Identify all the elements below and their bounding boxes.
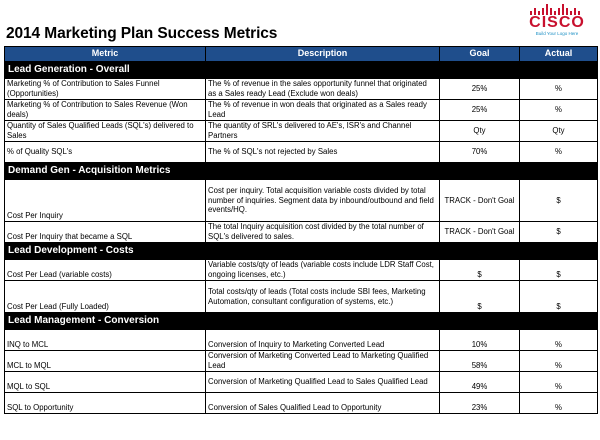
goal-cell: Qty <box>440 121 520 142</box>
metric-cell: INQ to MCL <box>5 330 206 351</box>
metric-cell: Marketing % of Contribution to Sales Funnel (Opportunities) <box>5 79 206 100</box>
goal-cell: 49% <box>440 372 520 393</box>
table-row <box>5 330 598 351</box>
table-row <box>5 121 598 142</box>
goal-cell: TRACK - Don't Goal <box>440 180 520 222</box>
metric-cell: Cost Per Inquiry <box>5 180 206 222</box>
actual-cell: $ <box>520 222 598 243</box>
metric-cell: MCL to MQL <box>5 351 206 372</box>
column-header-actual: Actual <box>520 47 598 62</box>
table-row <box>5 142 598 163</box>
goal-cell: TRACK - Don't Goal <box>440 222 520 243</box>
table-row <box>5 79 598 100</box>
description-cell: The % of revenue in won deals that originated as a Sales ready Lead <box>206 100 440 121</box>
description-cell: The % of revenue in the sales opportunity funnel that originated as a Sales ready Lead (Exclude won deals) <box>206 79 440 100</box>
table-row <box>5 281 598 313</box>
column-header-goal: Goal <box>440 47 520 62</box>
table-row <box>5 372 598 393</box>
page-title: 2014 Marketing Plan Success Metrics <box>6 25 278 42</box>
goal-cell: 70% <box>440 142 520 163</box>
description-cell: Variable costs/qty of leads (variable costs include LDR Staff Cost, ongoing licenses, etc.) <box>206 260 440 281</box>
table-row <box>5 100 598 121</box>
section-title: Lead Development - Costs <box>5 243 598 260</box>
table-row <box>5 393 598 414</box>
goal-cell: $ <box>440 281 520 313</box>
cisco-logo <box>526 4 588 38</box>
column-header-metric: Metric <box>5 47 206 62</box>
metrics-table <box>4 46 598 414</box>
actual-cell: Qty <box>520 121 598 142</box>
metric-cell: MQL to SQL <box>5 372 206 393</box>
description-cell: Conversion of Marketing Converted Lead to Marketing Qualified Lead <box>206 351 440 372</box>
logo-wordmark: CISCO <box>529 14 585 31</box>
logo-tagline: Build Your Logo Here <box>535 31 579 36</box>
description-cell: Conversion of Sales Qualified Lead to Opportunity <box>206 393 440 414</box>
table-row <box>5 351 598 372</box>
description-cell: Total costs/qty of leads (Total costs include SBI fees, Marketing Automation, consultant configuration of systems, etc.) <box>206 281 440 313</box>
column-header-description: Description <box>206 47 440 62</box>
goal-cell: 10% <box>440 330 520 351</box>
actual-cell: % <box>520 100 598 121</box>
section-header-lead-development <box>5 243 598 260</box>
goal-cell: 25% <box>440 79 520 100</box>
description-cell: Conversion of Marketing Qualified Lead to Sales Qualified Lead <box>206 372 440 393</box>
header-row <box>5 47 598 62</box>
actual-cell: $ <box>520 180 598 222</box>
description-cell: Conversion of Inquiry to Marketing Converted Lead <box>206 330 440 351</box>
goal-cell: 23% <box>440 393 520 414</box>
actual-cell: % <box>520 330 598 351</box>
actual-cell: % <box>520 372 598 393</box>
metric-cell: SQL to Opportunity <box>5 393 206 414</box>
actual-cell: % <box>520 142 598 163</box>
description-cell: Cost per inquiry. Total acquisition variable costs divided by total number of inquiries. Segment data by inbound/outbound and field events/HQ. <box>206 180 440 222</box>
metric-cell: Cost Per Lead (Fully Loaded) <box>5 281 206 313</box>
section-header-lead-generation <box>5 62 598 79</box>
table-row <box>5 180 598 222</box>
description-cell: The % of SQL's not rejected by Sales <box>206 142 440 163</box>
section-title: Demand Gen - Acquisition Metrics <box>5 163 598 180</box>
section-title: Lead Management - Conversion <box>5 313 598 330</box>
section-header-demand-gen <box>5 163 598 180</box>
actual-cell: $ <box>520 281 598 313</box>
metric-cell: Cost Per Inquiry that became a SQL <box>5 222 206 243</box>
metric-cell: % of Quality SQL's <box>5 142 206 163</box>
table-row <box>5 260 598 281</box>
goal-cell: $ <box>440 260 520 281</box>
section-header-lead-management <box>5 313 598 330</box>
metric-cell: Cost Per Lead (variable costs) <box>5 260 206 281</box>
description-cell: The total Inquiry acquisition cost divided by the total number of SQL's delivered to sales. <box>206 222 440 243</box>
goal-cell: 25% <box>440 100 520 121</box>
actual-cell: % <box>520 393 598 414</box>
description-cell: The quantity of SRL's delivered to AE's, ISR's and Channel Partners <box>206 121 440 142</box>
actual-cell: % <box>520 79 598 100</box>
metric-cell: Quantity of Sales Qualified Leads (SQL's) delivered to Sales <box>5 121 206 142</box>
actual-cell: % <box>520 351 598 372</box>
section-title: Lead Generation - Overall <box>5 62 598 79</box>
actual-cell: $ <box>520 260 598 281</box>
metric-cell: Marketing % of Contribution to Sales Revenue (Won deals) <box>5 100 206 121</box>
goal-cell: 58% <box>440 351 520 372</box>
table-row <box>5 222 598 243</box>
